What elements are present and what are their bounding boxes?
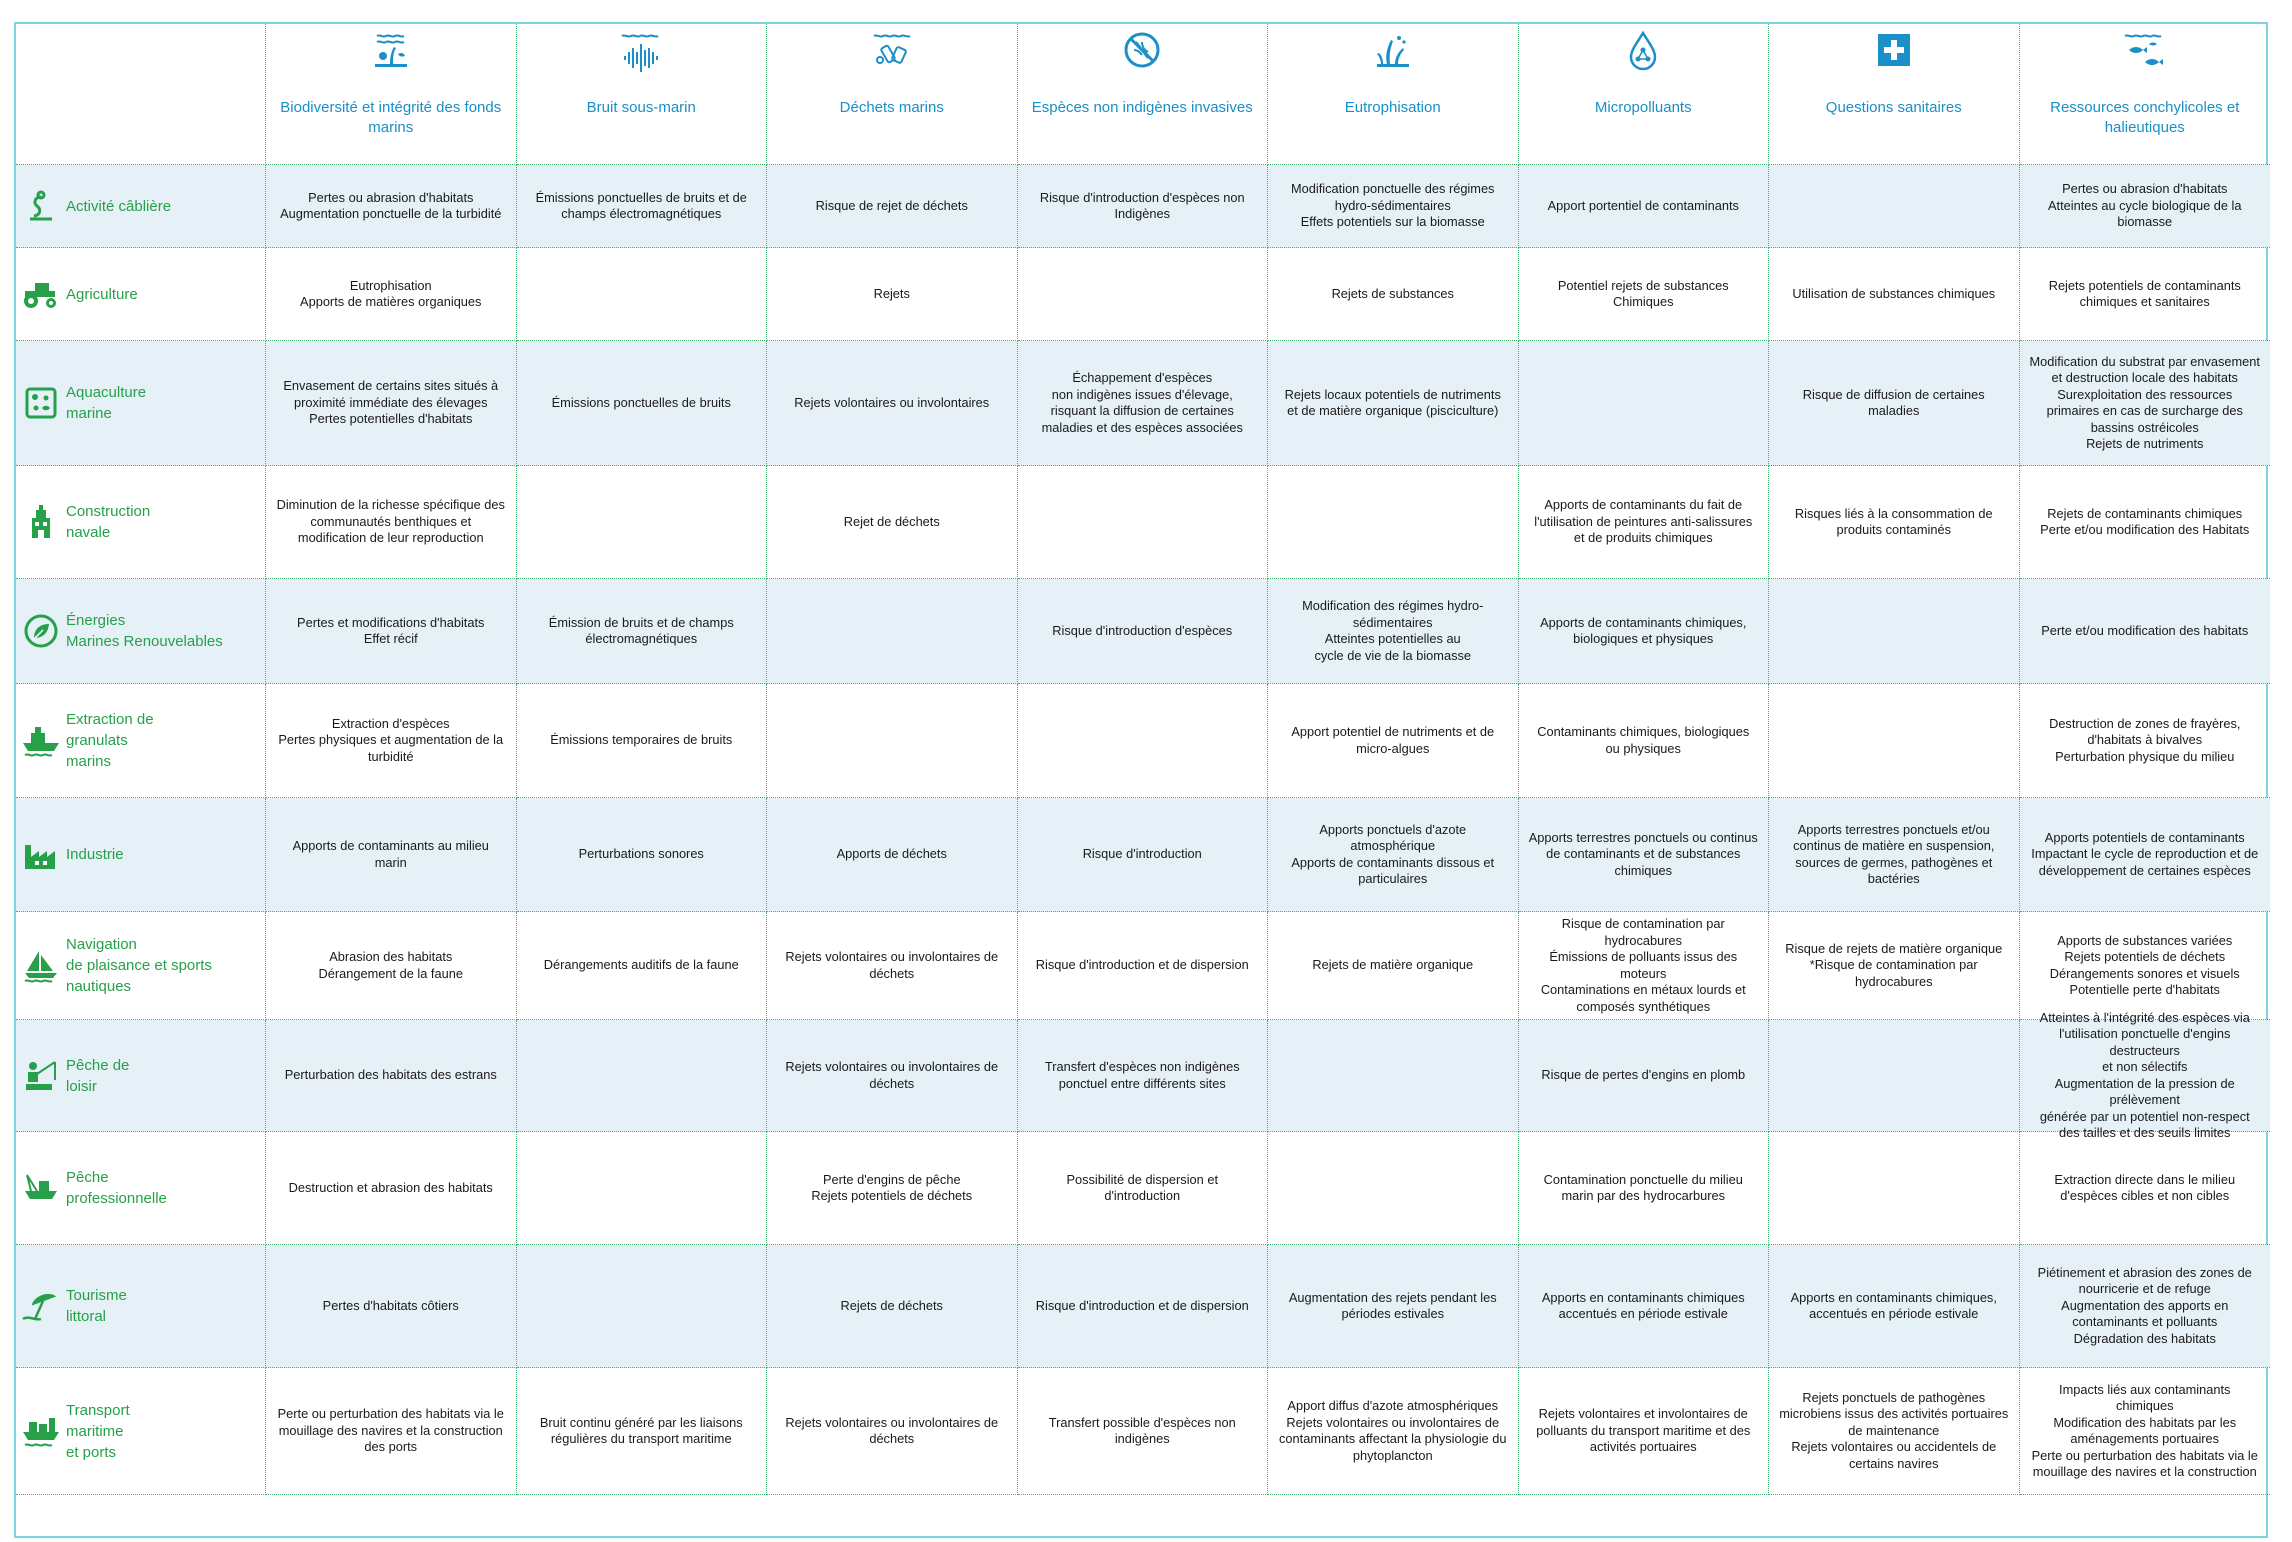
activity-label: Extraction de granulats marins (66, 711, 154, 770)
table-cell: Modification des régimes hydro-sédimentaires Atteintes potentielles au cycle de vie de la biomasse (1268, 579, 1519, 684)
table-cell (517, 1245, 768, 1368)
activity-shipbuilding (16, 466, 266, 579)
pressure-activity-table (14, 22, 2268, 1538)
table-cell: Apport potentiel de nutriments et de micro-algues (1268, 684, 1519, 798)
table-cell: Apports terrestres ponctuels ou continus de contaminants et de substances chimiques (1519, 798, 1770, 912)
table-cell: Rejets volontaires ou involontaires de déchets (767, 1368, 1018, 1495)
eutrophication-icon (1369, 26, 1417, 74)
activity-recreational-boating (16, 912, 266, 1020)
table-cell: Utilisation de substances chimiques (1769, 248, 2020, 341)
table-cell (1769, 684, 2020, 798)
table-cell: Extraction directe dans le milieu d'espèces cibles et non cibles (2020, 1132, 2271, 1245)
renewable-energy-icon (16, 613, 66, 649)
table-cell: Apports de substances variées Rejets potentiels de déchets Dérangements sonores et visuels Potentielle perte d'habitats (2020, 912, 2271, 1020)
table-cell: Risque de pertes d'engins en plomb (1519, 1020, 1770, 1132)
table-cell (1769, 165, 2020, 248)
table-cell: Contaminants chimiques, biologiques ou physiques (1519, 684, 1770, 798)
health-cross-icon (1870, 26, 1918, 74)
table-cell: Pertes d'habitats côtiers (266, 1245, 517, 1368)
header-pressure-label: Bruit sous-marin (586, 99, 696, 116)
table-cell: Apports de contaminants chimiques, biologiques et physiques (1519, 579, 1770, 684)
activity-label: Transport maritime et ports (66, 1401, 130, 1461)
table-cell (517, 1132, 768, 1245)
table-cell (517, 466, 768, 579)
table-cell: Rejets potentiels de contaminants chimiques et sanitaires (2020, 248, 2271, 341)
table-cell (1018, 466, 1269, 579)
header-pressure-4 (1018, 24, 1269, 165)
table-cell: Eutrophisation Apports de matières organiques (266, 248, 517, 341)
table-cell: Bruit continu généré par les liaisons régulières du transport maritime (517, 1368, 768, 1495)
table-cell: Émissions ponctuelles de bruits et de champs électromagnétiques (517, 165, 768, 248)
table-cell: Rejets (767, 248, 1018, 341)
shipyard-icon (16, 504, 66, 540)
table-cell: Risque d'introduction d'espèces (1018, 579, 1269, 684)
table-cell: Rejets volontaires et involontaires de polluants du transport maritime et des activités portuaires (1519, 1368, 1770, 1495)
table-cell (1519, 341, 1770, 466)
table-cell: Apports de contaminants du fait de l'utilisation de peintures anti-salissures et de produits chimiques (1519, 466, 1770, 579)
table-cell: Perte et/ou modification des habitats (2020, 579, 2271, 684)
table-cell (1268, 1132, 1519, 1245)
table-cell (1018, 684, 1269, 798)
table-cell (1769, 579, 2020, 684)
table-cell: Pertes ou abrasion d'habitats Atteintes au cycle biologique de la biomasse (2020, 165, 2271, 248)
fish-resources-icon (2121, 26, 2169, 74)
activity-aquaculture (16, 341, 266, 466)
activity-industry (16, 798, 266, 912)
header-pressure-1 (266, 24, 517, 165)
activity-label: Tourisme littoral (66, 1287, 127, 1325)
table-cell (1268, 466, 1519, 579)
header-pressure-label: Déchets marins (839, 99, 944, 116)
table-cell: Perte d'engins de pêche Rejets potentiels de déchets (767, 1132, 1018, 1245)
table-cell: Possibilité de dispersion et d'introduction (1018, 1132, 1269, 1245)
header-pressure-label: Questions sanitaires (1825, 99, 1962, 116)
activity-professional-fishing (16, 1132, 266, 1245)
table-cell: Échappement d'espèces non indigènes issues d'élevage, risquant la diffusion de certaines maladies et des espèces associées (1018, 341, 1269, 466)
activity-label: Navigation de plaisance et sports nautiques (66, 936, 212, 995)
table-cell: Rejets de matière organique (1268, 912, 1519, 1020)
table-cell (767, 579, 1018, 684)
table-cell: Piétinement et abrasion des zones de nourricerie et de refuge Augmentation des apports en contaminants et polluants Dégradation des habitats (2020, 1245, 2271, 1368)
activity-label: Construction navale (66, 503, 151, 541)
table-cell: Impacts liés aux contaminants chimiques Modification des habitats par les aménagements portuaires Perte ou perturbation des habitats via le mouillage des navires et la construction (2020, 1368, 2271, 1495)
header-pressure-7 (1769, 24, 2020, 165)
table-cell: Risque d'introduction et de dispersion (1018, 912, 1269, 1020)
activity-aggregate-extraction (16, 684, 266, 798)
activity-label: Activité câblière (66, 197, 172, 215)
header-pressure-6 (1519, 24, 1770, 165)
table-cell: Contamination ponctuelle du milieu marin par des hydrocarbures (1519, 1132, 1770, 1245)
table-cell: Risque de contamination par hydrocabures Émissions de polluants issus des moteurs Contaminations en métaux lourds et composés synthétiques (1519, 912, 1770, 1020)
table-cell: Émissions ponctuelles de bruits (517, 341, 768, 466)
table-cell: Abrasion des habitats Dérangement de la faune (266, 912, 517, 1020)
table-cell: Atteintes à l'intégrité des espèces via l'utilisation ponctuelle d'engins destructeurs et non sélectifs Augmentation de la pression de prélèvement générée par un potentiel non-respect des tailles et des seuils limites (2020, 1020, 2271, 1132)
table-cell (1268, 1020, 1519, 1132)
seabed-biodiversity-icon (367, 26, 415, 74)
activity-marine-renewable-energy (16, 579, 266, 684)
table-cell: Pertes et modifications d'habitats Effet récif (266, 579, 517, 684)
table-cell (1769, 1132, 2020, 1245)
beach-umbrella-icon (16, 1289, 66, 1323)
angler-icon (16, 1058, 66, 1094)
table-cell: Risque de rejets de matière organique *Risque de contamination par hydrocabures (1769, 912, 2020, 1020)
table-cell: Transfert possible d'espèces non indigènes (1018, 1368, 1269, 1495)
cable-icon (16, 189, 66, 223)
table-cell: Destruction et abrasion des habitats (266, 1132, 517, 1245)
activity-label: Énergies Marines Renouvelables (66, 612, 223, 650)
table-cell: Risques liés à la consommation de produits contaminés (1769, 466, 2020, 579)
table-cell: Rejets de substances (1268, 248, 1519, 341)
table-cell: Pertes ou abrasion d'habitats Augmentation ponctuelle de la turbidité (266, 165, 517, 248)
header-pressure-8 (2020, 24, 2271, 165)
header-pressure-2 (517, 24, 768, 165)
table-cell: Apports de déchets (767, 798, 1018, 912)
dredger-icon (16, 725, 66, 757)
trawler-icon (16, 1171, 66, 1205)
table-cell: Apports potentiels de contaminants Impactant le cycle de reproduction et de développement de certaines espèces (2020, 798, 2271, 912)
table-cell (1018, 248, 1269, 341)
cargo-ship-icon (16, 1414, 66, 1448)
table-cell: Perturbation des habitats des estrans (266, 1020, 517, 1132)
tractor-icon (16, 279, 66, 309)
header-pressure-label: Biodiversité et intégrité des fonds marins (280, 99, 502, 136)
table-cell: Transfert d'espèces non indigènes ponctuel entre différents sites (1018, 1020, 1269, 1132)
activity-recreational-fishing (16, 1020, 266, 1132)
table-cell: Risque d'introduction et de dispersion (1018, 1245, 1269, 1368)
table-cell: Apports en contaminants chimiques, accentués en période estivale (1769, 1245, 2020, 1368)
table-cell (767, 684, 1018, 798)
table-cell: Apports terrestres ponctuels et/ou continus de matière en suspension, sources de germes, pathogènes et bactéries (1769, 798, 2020, 912)
sailing-icon (16, 949, 66, 983)
header-pressure-5 (1268, 24, 1519, 165)
activity-cable (16, 165, 266, 248)
header-pressure-label: Espèces non indigènes invasives (1031, 99, 1253, 116)
table-cell: Rejets volontaires ou involontaires de déchets (767, 1020, 1018, 1132)
activity-label: Pêche de loisir (66, 1056, 130, 1095)
activity-label: Aquaculture marine (66, 384, 147, 422)
table-cell: Modification ponctuelle des régimes hydro-sédimentaires Effets potentiels sur la biomasse (1268, 165, 1519, 248)
activity-coastal-tourism (16, 1245, 266, 1368)
table-cell: Dérangements auditifs de la faune (517, 912, 768, 1020)
activity-maritime-transport (16, 1368, 266, 1495)
underwater-noise-icon (617, 26, 665, 74)
activity-label: Pêche professionnelle (66, 1169, 167, 1207)
table-cell: Envasement de certains sites situés à proximité immédiate des élevages Pertes potentielles d'habitats (266, 341, 517, 466)
header-pressure-3 (767, 24, 1018, 165)
table-cell: Modification du substrat par envasement et destruction locale des habitats Surexploitation des ressources primaires en cas de surcharge des bassins ostréicoles Rejets de nutriments (2020, 341, 2271, 466)
table-cell: Risque d'introduction d'espèces non Indigènes (1018, 165, 1269, 248)
header-pressure-label: Eutrophisation (1344, 99, 1441, 116)
invasive-species-icon (1118, 26, 1166, 74)
activity-label: Industrie (66, 846, 124, 863)
table-cell (517, 1020, 768, 1132)
table-cell: Rejets volontaires ou involontaires (767, 341, 1018, 466)
table-cell: Risque de diffusion de certaines maladies (1769, 341, 2020, 466)
table-cell: Risque d'introduction (1018, 798, 1269, 912)
table-cell: Destruction de zones de frayères, d'habitats à bivalves Perturbation physique du milieu (2020, 684, 2271, 798)
table-cell (517, 248, 768, 341)
table-cell: Émission de bruits et de champs électromagnétiques (517, 579, 768, 684)
table-cell: Perturbations sonores (517, 798, 768, 912)
table-cell: Potentiel rejets de substances Chimiques (1519, 248, 1770, 341)
table-cell: Apport portentiel de contaminants (1519, 165, 1770, 248)
table-cell: Diminution de la richesse spécifique des communautés benthiques et modification de leur reproduction (266, 466, 517, 579)
table-cell: Rejets volontaires ou involontaires de déchets (767, 912, 1018, 1020)
table-cell: Apports de contaminants au milieu marin (266, 798, 517, 912)
header-pressure-label: Ressources conchylicoles et halieutiques (2050, 99, 2240, 136)
table-cell: Extraction d'espèces Pertes physiques et augmentation de la turbidité (266, 684, 517, 798)
table-cell: Rejet de déchets (767, 466, 1018, 579)
table-cell: Risque de rejet de déchets (767, 165, 1018, 248)
header-pressure-label: Micropolluants (1594, 99, 1692, 116)
table-cell (1769, 1020, 2020, 1132)
marine-litter-icon (868, 26, 916, 74)
table-cell: Apports ponctuels d'azote atmosphérique Apports de contaminants dissous et particulaires (1268, 798, 1519, 912)
factory-icon (16, 839, 66, 871)
table-corner (16, 24, 266, 165)
table-cell: Rejets de contaminants chimiques Perte et/ou modification des Habitats (2020, 466, 2271, 579)
table-cell: Rejets locaux potentiels de nutriments et de matière organique (pisciculture) (1268, 341, 1519, 466)
micropollutant-drop-icon (1619, 26, 1667, 74)
table-cell: Augmentation des rejets pendant les périodes estivales (1268, 1245, 1519, 1368)
aquaculture-cage-icon (16, 386, 66, 420)
table-cell: Émissions temporaires de bruits (517, 684, 768, 798)
table-cell: Rejets de déchets (767, 1245, 1018, 1368)
activity-label: Agriculture (66, 285, 138, 303)
table-cell: Apports en contaminants chimiques accentués en période estivale (1519, 1245, 1770, 1368)
table-cell: Rejets ponctuels de pathogènes microbiens issus des activités portuaires de maintenance Rejets volontaires ou accidentels de certains navires (1769, 1368, 2020, 1495)
table-cell: Perte ou perturbation des habitats via le mouillage des navires et la construction des ports (266, 1368, 517, 1495)
table-cell: Apport diffus d'azote atmosphériques Rejets volontaires ou involontaires de contaminants affectant la physiologie du phytoplancton (1268, 1368, 1519, 1495)
activity-agriculture (16, 248, 266, 341)
